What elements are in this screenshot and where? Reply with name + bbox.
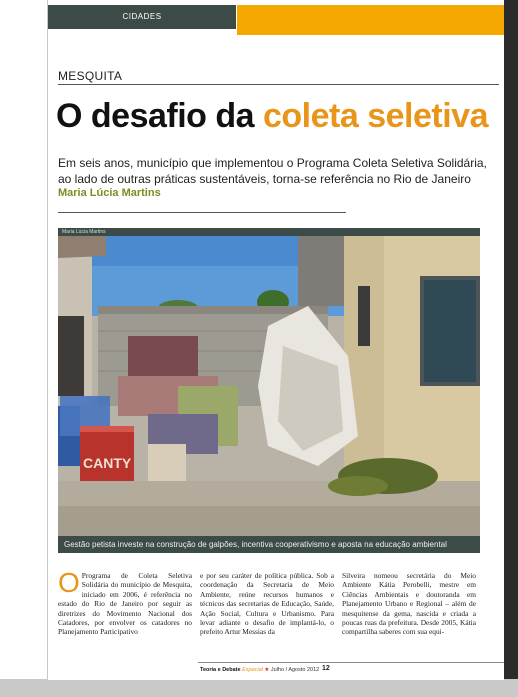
scrollbar-track[interactable]: [504, 0, 518, 697]
photo-caption: Gestão petista investe na construção de galpões, incentiva cooperativismo e aposta na educação ambiental: [64, 540, 447, 549]
magazine-page: [48, 0, 504, 680]
body-column-3: Silveira nomeou secretária do Meio Ambiente Kátia Perobelli, mestre em Ciências Ambientais e doutoranda em Planejamento Urbano e Regional – além de mesquitense da gema, nascida e criada a poucas ruas da prefeitura. Desde 2005, Kátia compartilha saberes com sua equi-: [342, 571, 476, 637]
body-column-1: [58, 567, 192, 637]
article-photo: [58, 236, 480, 536]
photo-credit-band: [58, 228, 480, 236]
footer-edition: Especial: [242, 667, 263, 673]
article-title: [56, 96, 488, 136]
article-kicker: MESQUITA: [58, 69, 123, 83]
kicker-divider: [58, 84, 499, 85]
title-part-1: O desafio da: [56, 97, 263, 135]
article-author: Maria Lúcia Martins: [58, 187, 161, 199]
section-label: CIDADES: [122, 12, 162, 21]
body-column-2: e por seu caráter de política pública. Sob a coordenação da Secretaria de Meio Ambiente, reúne recursos humanos e técnicos das secretarias de Educação, Saúde, Ação Social, Cultura e Urbanismo. Para levar adiante o desafio de implantá-lo, o prefeito Artur Messias da: [200, 571, 334, 637]
title-part-2: coleta seletiva: [263, 97, 488, 135]
photo-credit: Maria Lúcia Martins: [62, 229, 106, 235]
footer-date: Julho / Agosto 2012: [270, 667, 320, 673]
article-deck: Em seis anos, município que implementou o Programa Coleta Seletiva Solidária, ao lado de outras práticas sustentáveis, torna-se referência no Rio de Janeiro: [58, 156, 487, 186]
body-column-1-text: Programa de Coleta Seletiva Solidária do município de Mesquita, iniciado em 2006, é referência no estado do Rio de Janeiro por seguir as diretrizes do Movimento Nacional dos Catadores, por envolver os catadores no Planejamento Participativo: [58, 571, 192, 637]
footer-magazine: Teoria e Debate: [200, 667, 241, 673]
recycling-yard-photo: [58, 236, 480, 536]
page-number: 12: [322, 665, 330, 672]
window-bottom-edge: [0, 679, 518, 697]
window-left-edge: [0, 0, 48, 697]
deck-divider: [58, 212, 346, 213]
header-accent-band: [237, 5, 504, 35]
drop-cap: O: [58, 567, 80, 598]
page-footer: [200, 667, 319, 673]
footer-divider: [198, 662, 504, 663]
svg-text:CANTY: CANTY: [83, 455, 132, 471]
star-icon: ★: [264, 667, 270, 673]
